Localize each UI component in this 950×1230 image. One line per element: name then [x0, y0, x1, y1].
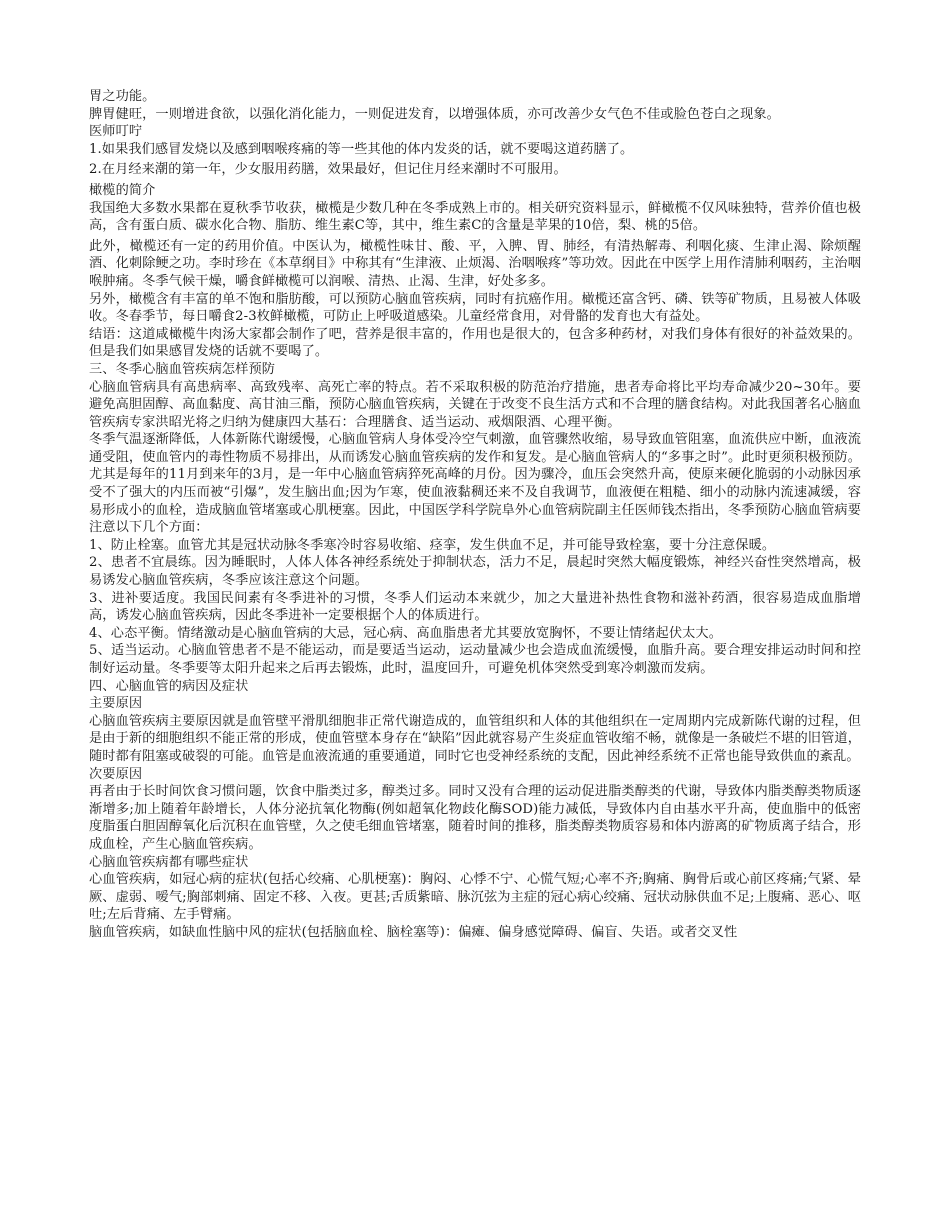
paragraph: 胃之功能。 [89, 89, 156, 104]
sub-heading: 心脑血管疾病都有哪些症状 [89, 854, 249, 870]
section-heading: 三、冬季心脑血管疾病怎样预防 [89, 361, 276, 377]
section-heading: 医师叮咛 [89, 124, 143, 140]
sub-heading: 主要原因 [89, 696, 143, 712]
paragraph: 脾胃健旺，一则增进食欲，以强化消化能力，一则促进发育，以增强体质，亦可改善少女气色不佳或脸色苍白之现象。 [89, 106, 780, 122]
list-item: 1、防止栓塞。血管尤其是冠状动脉冬季寒冷时容易收缩、痉挛，发生供血不足，并可能导致栓塞，要十分注意保暖。 [89, 537, 776, 553]
list-item: 4、心态平衡。情绪激动是心脑血管病的大忌，冠心病、高血脂患者尤其要放宽胸怀，不要让情绪起伏太大。 [89, 625, 722, 641]
document-page [89, 88, 861, 942]
list-item: 2、患者不宜晨练。因为睡眠时，人体人体各神经系统处于抑制状态，活力不足，晨起时突然大幅度锻炼，神经兴奋性突然增高，极易诱发心脑血管疾病，冬季应该注意这个问题。 [89, 555, 861, 589]
paragraph: 脑血管疾病，如缺血性脑中风的症状(包括脑血栓、脑栓塞等)：偏瘫、偏身感觉障碍、偏盲、失语。或者交叉性 [89, 924, 738, 940]
paragraph: 结语：这道咸橄榄牛肉汤大家都会制作了吧，营养是很丰富的，作用也是很大的，包含多种药材，对我们身体有很好的补益效果的。但是我们如果感冒发烧的话就不要喝了。 [89, 326, 861, 360]
list-item: 5、适当运动。心脑血管患者不是不能运动，而是要适当运动，运动量减少也会造成血流缓慢，血脂升高。要合理安排运动时间和控制好运动量。冬季要等太阳升起来之后再去锻炼，此时，温度回升，可避免机体突然受到寒冷刺激而发病。 [89, 643, 861, 676]
paragraph: 心脑血管疾病主要原因就是血管壁平滑肌细胞非正常代谢造成的，血管组织和人体的其他组织在一定周期内完成新陈代谢的过程，但是由于新的细胞组织不能正常的形成，使血管壁本身存在“缺陷”因此就容易产生炎症血管收缩不畅，就像是一条破烂不堪的旧管道，随时都有阻塞或破裂的可能。血管是血液流通的重要通道，同时它也受神经系统的支配，因此神经系统不正常也能导致供血的紊乱。 [89, 713, 861, 764]
section-heading: 橄榄的简介 [89, 182, 156, 198]
paragraph: 冬季气温逐渐降低，人体新陈代谢缓慢，心脑血管病人身体受冷空气刺激，血管骤然收缩，易导致血管阻塞，血流供应中断，血液流通受阻，使血管内的毒性物质不易排出，从而诱发心脑血管疾病的发作和复发。是心脑血管病人的“多事之时”。此时更须积极预防。尤其是每年的11月到来年的3月，是一年中心脑血管病猝死高峰的月份。因为骤冷，血压会突然升高，使原来硬化脆弱的小动脉因承受不了强大的内压而被“引爆”，发生脑出血;因为乍寒，使血液黏稠还来不及自我调节，血液便在粗糙、细小的动脉内流速减缓，容易形成小的血栓，造成脑血管堵塞或心肌梗塞。因此，中国医学科学院阜外心血管病院副主任医师钱杰指出，冬季预防心脑血管病要注意以下几个方面： [89, 432, 861, 536]
list-item: 3、进补要适度。我国民间素有冬季进补的习惯，冬季人们运动本来就少，加之大量进补热性食物和滋补药酒，很容易造成血脂增高，诱发心脑血管疾病，因此冬季进补一定要根据个人的体质进行。 [89, 590, 861, 624]
list-item: 2.在月经来潮的第一年，少女服用药膳，效果最好，但记住月经来潮时不可服用。 [89, 162, 567, 178]
paragraph: 另外，橄榄含有丰富的单不饱和脂肪酸，可以预防心脑血管疾病，同时有抗癌作用。橄榄还富含钙、磷、铁等矿物质，且易被人体吸收。冬春季节，每日嚼食2-3枚鲜橄榄，可防止上呼吸道感染。儿童经常食用，对骨骼的发育也大有益处。 [89, 291, 861, 325]
paragraph: 心血管疾病，如冠心病的症状(包括心绞痛、心肌梗塞)：胸闷、心悸不宁、心慌气短;心率不齐;胸痛、胸骨后或心前区疼痛;气紧、晕厥、虚弱、嗳气;胸部刺痛、固定不移、入夜。更甚;舌质紫暗、脉沉弦为主症的冠心病心绞痛、冠状动脉供血不足;上腹痛、恶心、呕吐;左后背痛、左手臂痛。 [89, 872, 861, 923]
paragraph: 我国绝大多数水果都在夏秋季节收获，橄榄是少数几种在冬季成熟上市的。相关研究资料显示，鲜橄榄不仅风味独特，营养价值也极高，含有蛋白质、碳水化合物、脂肪、维生素C等，其中，维生素C的含量是苹果的10倍，梨、桃的5倍。 [89, 200, 861, 234]
section-heading: 四、心脑血管的病因及症状 [89, 678, 249, 694]
paragraph: 此外，橄榄还有一定的药用价值。中医认为，橄榄性味甘、酸、平，入脾、胃、肺经，有清热解毒、利咽化痰、生津止渴、除烦醒酒、化刺除鲠之功。李时珍在《本草纲目》中称其有“生津液、止烦渴、治咽喉疼”等功效。因此在中医学上用作清肺利咽药，主治咽喉肿痛。冬季气候干燥，嚼食鲜橄榄可以润喉、清热、止渴、生津，好处多多。 [89, 238, 861, 289]
paragraph: 心脑血管病具有高患病率、高致残率、高死亡率的特点。若不采取积极的防范治疗措施，患者寿命将比平均寿命减少20~30年。要避免高胆固醇、高血黏度、高甘油三酯，预防心脑血管疾病，关键在于改变不良生活方式和不合理的膳食结构。对此我国著名心脑血管疾病专家洪昭光将之归纳为健康四大基石：合理膳食、适当运动、戒烟限酒、心理平衡。 [89, 379, 861, 430]
paragraph: 再者由于长时间饮食习惯问题，饮食中脂类过多，醇类过多。同时又没有合理的运动促进脂类醇类的代谢，导致体内脂类醇类物质逐渐增多;加上随着年龄增长，人体分泌抗氧化物酶(例如超氧化物歧化酶SOD)能力减低，导致体内自由基水平升高，使血脂中的低密度脂蛋白胆固醇氧化后沉积在血管壁，久之使毛细血管堵塞，随着时间的推移，脂类醇类物质容易和体内游离的矿物质离子结合，形成血栓，产生心脑血管疾病。 [89, 784, 861, 852]
list-item: 1.如果我们感冒发烧以及感到咽喉疼痛的等一些其他的体内发炎的话，就不要喝这道药膳了。 [89, 141, 634, 157]
sub-heading: 次要原因 [89, 766, 143, 782]
